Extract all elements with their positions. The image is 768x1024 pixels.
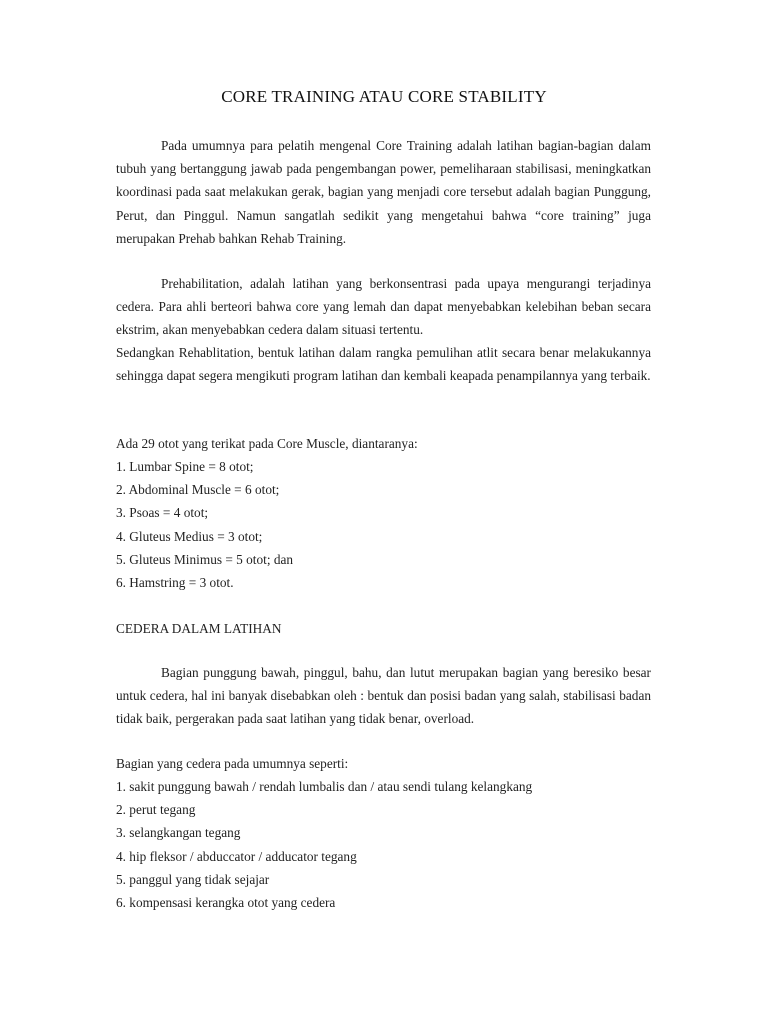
list-item: 4. Gluteus Medius = 3 otot; xyxy=(116,528,263,544)
list-item: 1. sakit punggung bawah / rendah lumbalis dan / atau sendi tulang kelangkang xyxy=(116,779,533,794)
injury-intro: Bagian yang cedera pada umumnya seperti: xyxy=(116,756,349,771)
list-item: 6. Hamstring = 3 otot. xyxy=(116,575,234,591)
paragraph-prehabilitation: Prehabilitation, adalah latihan yang berkonsentrasi pada upaya mengurangi terjadinya cedera. Para ahli berteori bahwa core yang lemah dan dapat menyebabkan kelebihan beban secara ekstrim, akan menyebabkan cedera dalam situasi tertentu. xyxy=(116,276,651,338)
list-item: 5. panggul yang tidak sejajar xyxy=(116,871,270,887)
muscle-list xyxy=(116,455,293,594)
paragraph-injury-causes: Bagian punggung bawah, pinggul, bahu, dan lutut merupakan bagian yang beresiko besar untuk cedera, hal ini banyak disebabkan oleh : bentuk dan posisi badan yang salah, stabilisasi badan tidak baik, pergerakan pada saat latihan yang tidak benar, overload. xyxy=(116,665,651,727)
list-item: 5. Gluteus Minimus = 5 otot; dan xyxy=(116,551,294,567)
list-item: 4. hip fleksor / abduccator / adducator tegang xyxy=(116,848,357,864)
paragraph-rehabilitation: Sedangkan Rehablitation, bentuk latihan dalam rangka pemulihan atlit secara benar melakukannya sehingga dapat segera mengikuti program latihan dan kembali keapada penampilannya yang terbaik. xyxy=(116,345,651,384)
paragraph-core-training: Pada umumnya para pelatih mengenal Core Training adalah latihan bagian-bagian dalam tubuh yang bertanggung jawab pada pengembangan power, pemeliharaan stabilisasi, meningkatkan koordinasi pada saat melakukan gerak, bagian yang menjadi core tersebut adalah bagian Punggung, Perut, dan Pinggul. Namun sangatlah sedikit yang mengetahui bahwa “core training” juga merupakan Prehab bahkan Rehab Training. xyxy=(116,138,651,246)
document-title: CORE TRAINING ATAU CORE STABILITY xyxy=(221,87,547,106)
list-item: 6. kompensasi kerangka otot yang cedera xyxy=(116,895,336,911)
muscles-intro: Ada 29 otot yang terikat pada Core Muscle, diantaranya: xyxy=(116,436,418,451)
list-item: 2. perut tegang xyxy=(116,802,196,818)
list-item: 1. Lumbar Spine = 8 otot; xyxy=(116,459,254,474)
injury-list xyxy=(116,775,532,914)
list-item: 2. Abdominal Muscle = 6 otot; xyxy=(116,482,280,498)
section-heading-injury: CEDERA DALAM LATIHAN xyxy=(116,621,282,636)
list-item: 3. selangkangan tegang xyxy=(116,825,241,841)
list-item: 3. Psoas = 4 otot; xyxy=(116,505,209,521)
